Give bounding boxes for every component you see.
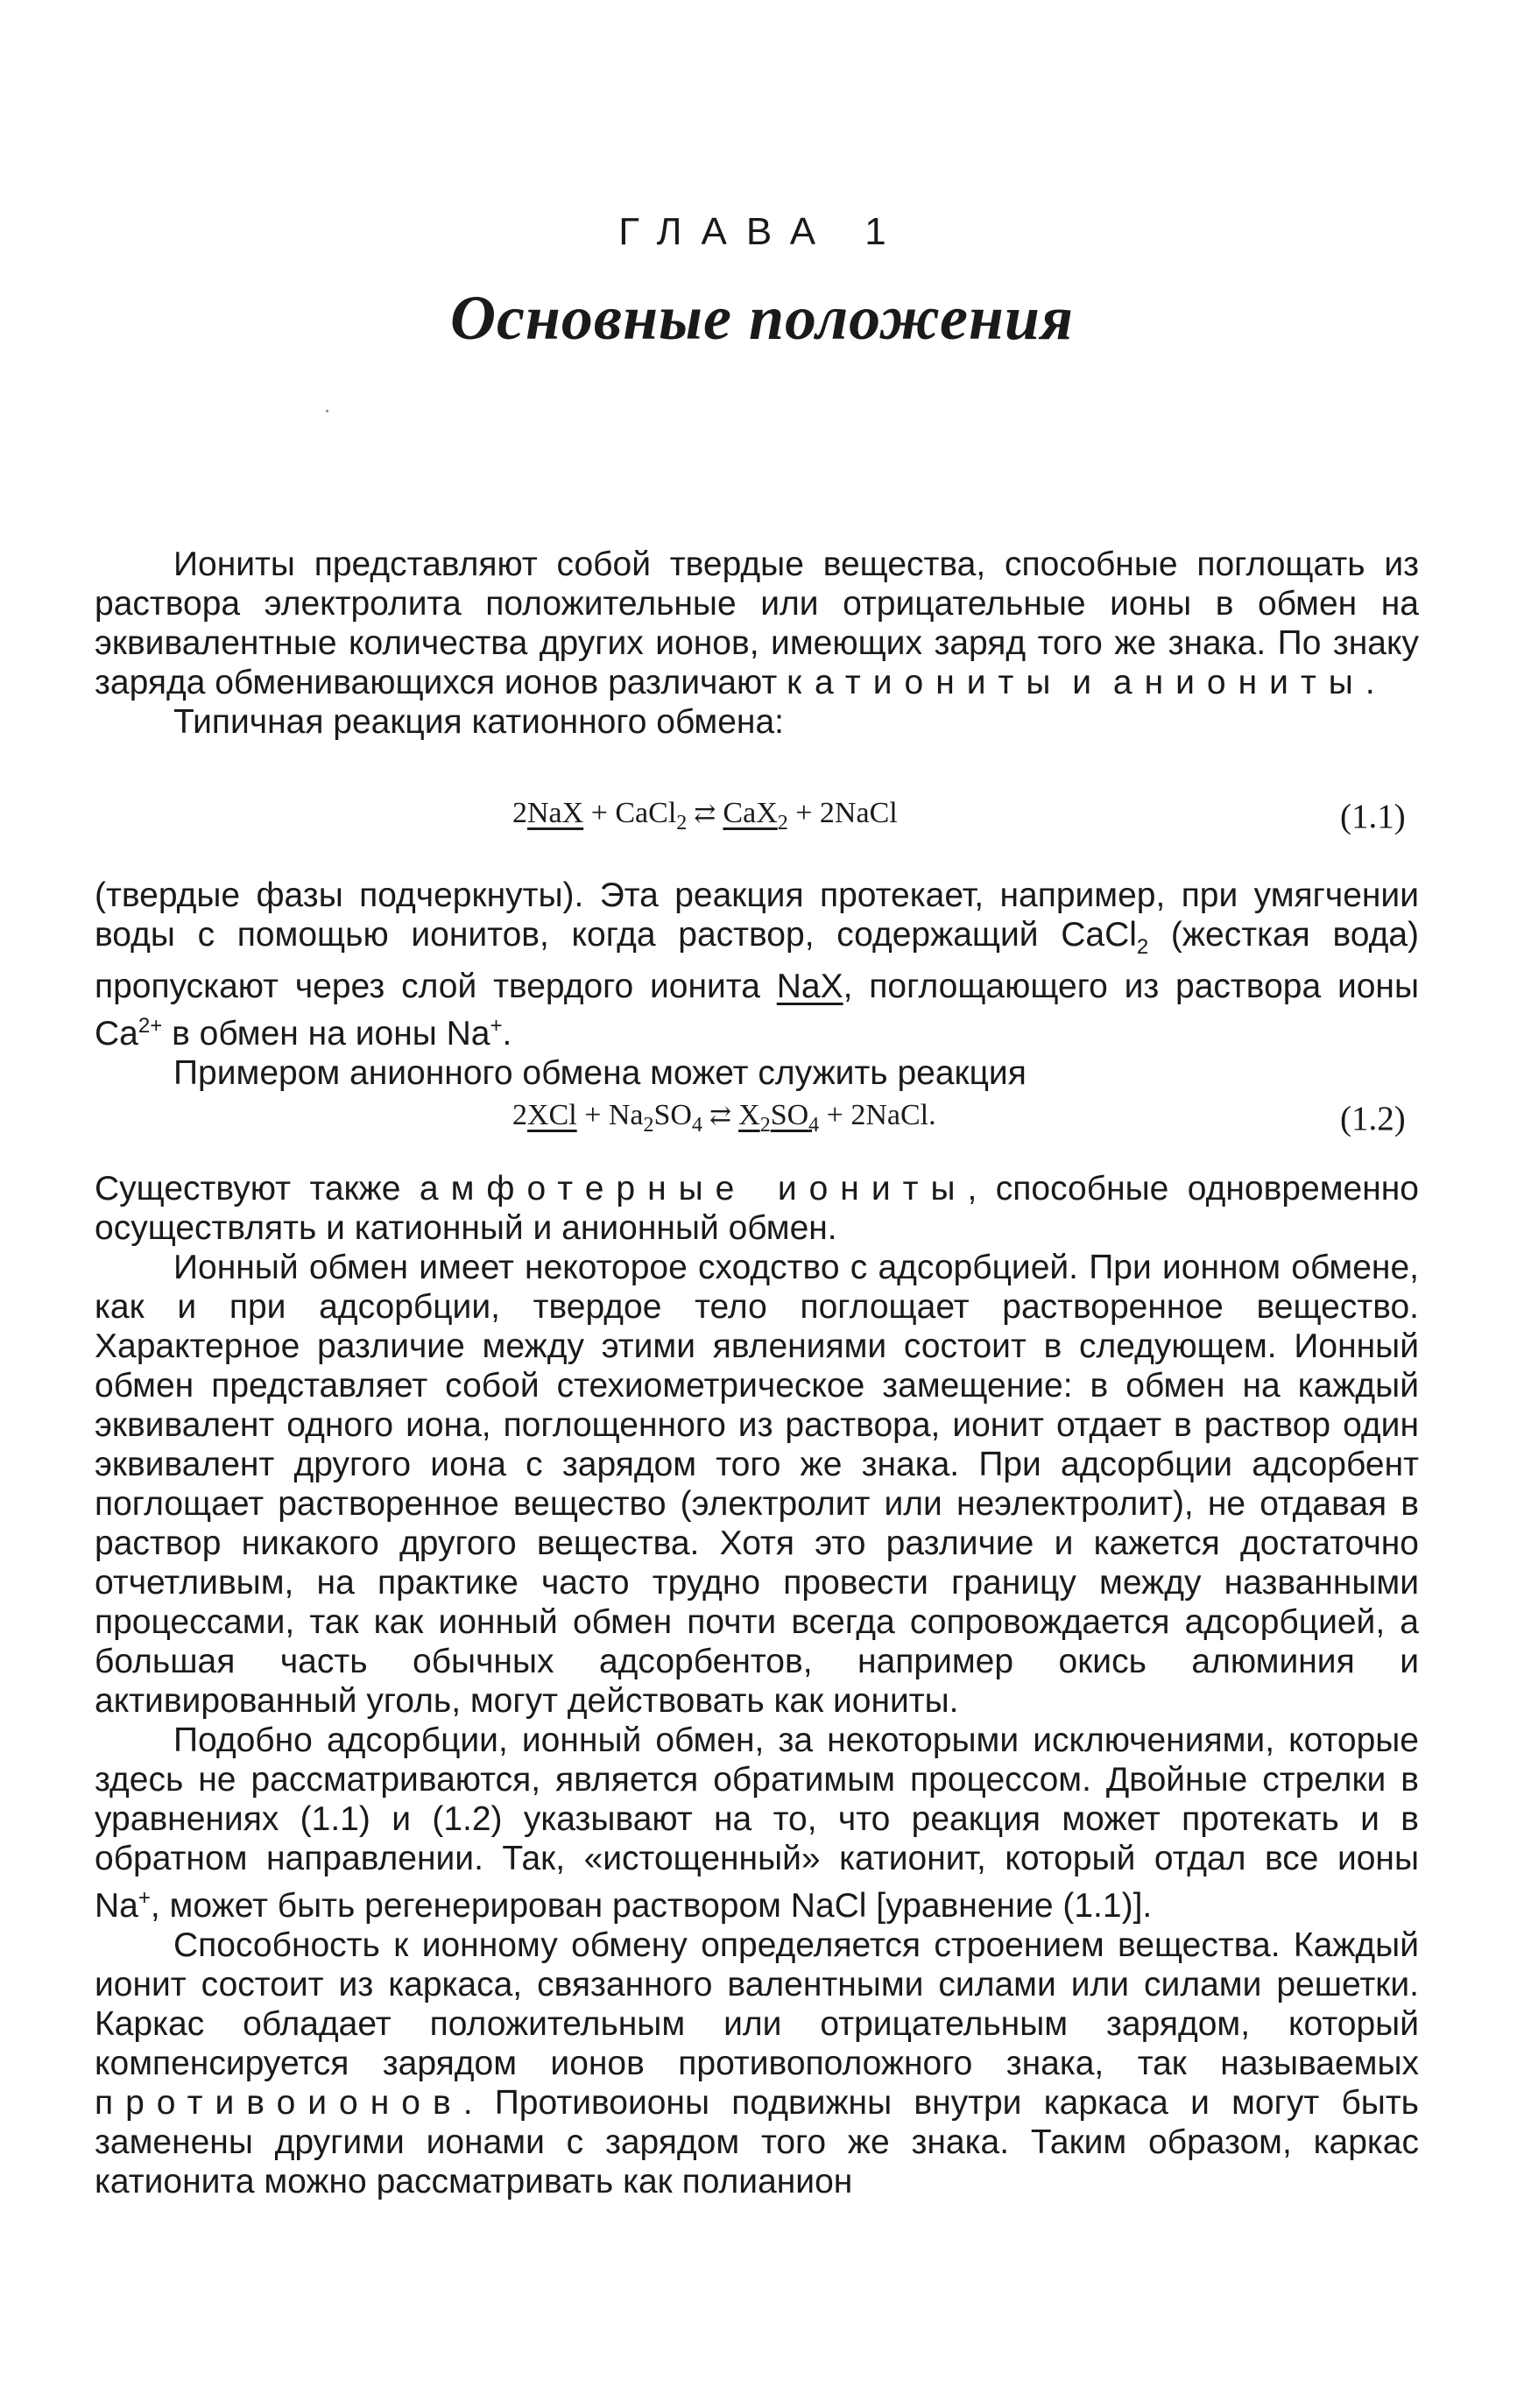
eq-subscript: 4	[691, 1113, 702, 1137]
paragraph-text: Подобно адсорбции, ионный обмен, за некоторыми исключениями, которые здесь не рассматриваются, является обратимым процессом. Двойные стрелки в уравнениях (1.1) и (1.2) указывают на то, что реакция может протекать и в обратном направлении. Так, «истощенный» катионит, который отдал все ионы Na	[95, 1722, 1419, 1925]
paragraph-end: .	[1365, 664, 1375, 701]
eq-subscript: 2	[676, 811, 688, 834]
eq-subscript: 2	[643, 1113, 654, 1137]
paragraph-text: в обмен на ионы Na	[162, 1014, 490, 1053]
subscript: 2	[1136, 934, 1149, 959]
eq-coefficient: 2	[512, 1099, 527, 1131]
paragraph-text: (твердые фазы подчеркнуты). Эта реакция протекает, например, при умягчении воды с помощью ионитов, когда раствор, содержащий CaCl	[95, 877, 1419, 954]
eq-subscript: 4	[808, 1113, 820, 1137]
paragraph-typical-reaction: Типичная реакция катионного обмена:	[173, 703, 784, 741]
eq-solid-reactant: XCl	[527, 1099, 577, 1131]
superscript: +	[490, 1013, 503, 1038]
eq-product-text: SO	[770, 1099, 809, 1131]
paragraph-text: , может быть регенерирован раствором NaCl [уравнение (1.1)].	[150, 1887, 1153, 1925]
term-anionites: аниониты	[1112, 664, 1365, 701]
paragraph-text: Способность к ионному обмену определяется строением вещества. Каждый ионит состоит из каркаса, связанного валентными силами или силами решетки. Каркас обладает положительным или отрицательным зарядом, который компенсируется зарядом ионов противоположного знака, так называемых	[95, 1926, 1419, 2082]
paragraph-text: Иониты представляют собой твердые вещества, способные поглощать из раствора электролита положительные или отрицательные ионы в обмен на эквивалентные количества других ионов, имеющих заряд того же знака. По знаку заряда обменивающихся ионов различают	[95, 546, 1419, 701]
paragraph-text: , поглощающего из раствора ионы Ca	[95, 967, 1420, 1053]
eq-reactant: + Na	[576, 1099, 644, 1131]
term-counterions: противоионов	[95, 2084, 463, 2122]
eq-subscript: 2	[777, 811, 788, 834]
reversible-arrow-icon: ⇄	[709, 1102, 732, 1130]
eq-solid-product	[723, 797, 788, 834]
chapter-title: Основные положения	[449, 283, 1075, 353]
eq-coefficient: 2	[512, 797, 527, 829]
paragraph-structure	[95, 1926, 1419, 2201]
paragraph-text: (жесткая вода) пропускают через слой твердого ионита	[95, 916, 1420, 1005]
eq-reactant: + CaCl	[583, 797, 677, 829]
paragraph-anion-example: Примером анионного обмена может служить реакция	[173, 1053, 1027, 1092]
eq-subscript: 2	[759, 1113, 771, 1137]
main-text-block	[95, 1169, 1419, 2201]
eq-product-text: X	[738, 1099, 760, 1131]
chapter-label: ГЛАВА 1	[618, 210, 906, 253]
paragraph-amphoteric	[95, 1169, 1419, 1248]
print-speck	[326, 410, 328, 412]
eq-product: + 2NaCl.	[819, 1099, 936, 1131]
paragraph-text: , способные одновременно осуществлять и катионный и анионный обмен.	[95, 1170, 1419, 1247]
eq-product: + 2NaCl	[787, 797, 898, 829]
intro-text-block	[95, 545, 1419, 742]
superscript: 2+	[138, 1013, 163, 1038]
eq-reactant: SO	[653, 1099, 692, 1131]
eq-solid-reactant: NaX	[527, 797, 584, 829]
underlined-formula: NaX	[776, 967, 843, 1005]
paragraph-text: Существуют также	[95, 1170, 420, 1208]
superscript: +	[138, 1886, 151, 1910]
reversible-arrow-icon: ⇄	[694, 799, 716, 828]
paragraph-reversibility	[95, 1721, 1419, 1926]
paragraph-adsorption-comparison: Ионный обмен имеет некоторое сходство с адсорбцией. При ионном обмене, как и при адсорбции, твердое тело поглощает растворенное вещество. Характерное различие между этими явлениями состоит в следующем. Ионный обмен представляет собой стехиометрическое замещение: в обмен на каждый эквивалент одного иона, поглощенного из раствора, ионит отдает в раствор один эквивалент другого иона с зарядом того же знака. При адсорбции адсорбент поглощает растворенное вещество (электролит или неэлектролит), не отдавая в раствор никакого другого вещества. Хотя это различие и кажется достаточно отчетливым, на практике часто трудно провести границу между названными процессами, так как ионный обмен почти всегда сопровождается адсорбцией, а большая часть обычных адсорбентов, например окись алюминия и активированный уголь, могут действовать как иониты.	[95, 1249, 1419, 1720]
equation-number: (1.1)	[1340, 798, 1406, 835]
paragraph-end: .	[502, 1014, 512, 1053]
paragraph-water-softening	[95, 876, 1419, 1053]
term-amphoteric-ionites: амфотерные иониты	[419, 1170, 968, 1208]
equation-body	[512, 1099, 936, 1137]
eq-product-text: CaX	[723, 797, 778, 829]
paragraph-ionites-definition	[95, 545, 1419, 702]
term-cationites: катиониты	[787, 664, 1063, 701]
term-and: и	[1072, 664, 1104, 701]
paragraph-text: . Противоионы подвижны внутри каркаса и могут быть заменены другими ионами с зарядом того же знака. Таким образом, каркас катионита можно рассматривать как полианион	[95, 2084, 1419, 2200]
equation-body	[512, 797, 898, 835]
middle-text-block	[95, 876, 1419, 1093]
eq-solid-product	[738, 1099, 820, 1137]
equation-number: (1.2)	[1340, 1100, 1406, 1137]
